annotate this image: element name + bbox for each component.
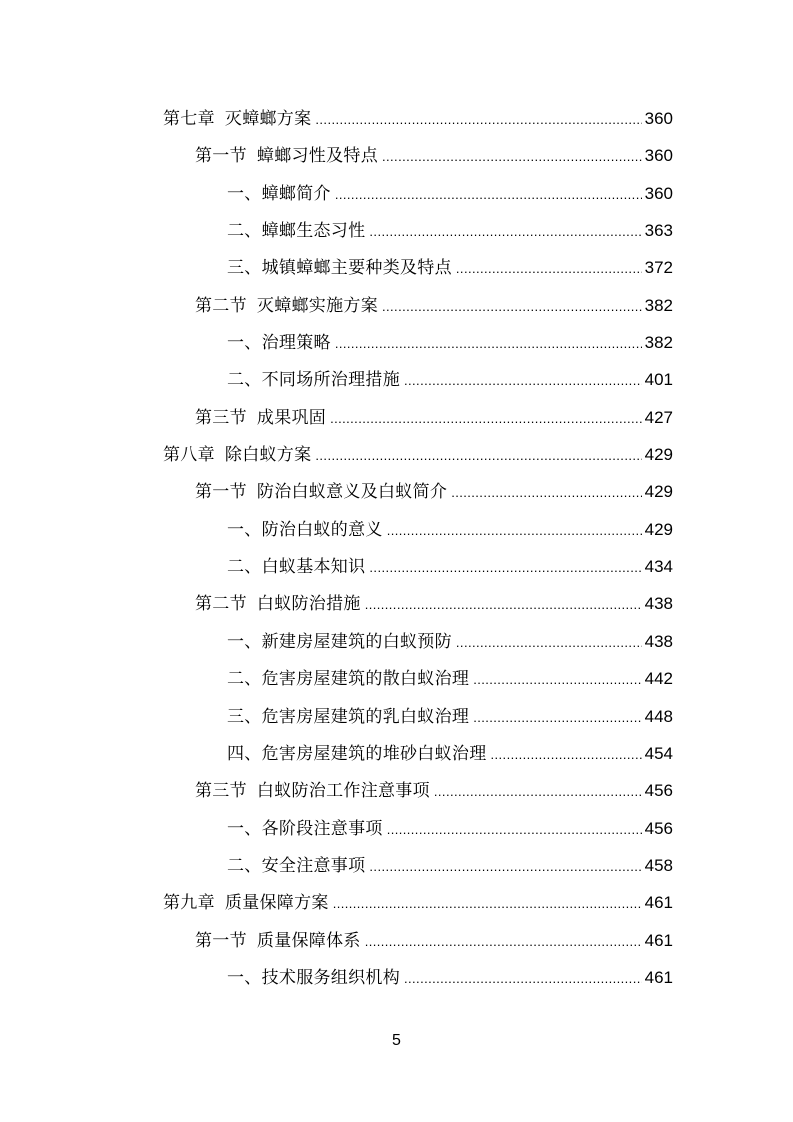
toc-entry-page: 363 xyxy=(644,221,673,241)
toc-dot-leader xyxy=(456,624,642,661)
toc-entry[interactable] xyxy=(163,100,673,137)
toc-entry-page: 427 xyxy=(644,407,673,427)
toc-dot-leader xyxy=(491,736,642,773)
toc-entry-label xyxy=(195,400,326,437)
toc-entry-title: 危害房屋建筑的乳白蚁治理 xyxy=(261,706,470,727)
toc-entry-prefix: 第一节 xyxy=(195,146,247,167)
toc-entry-page: 458 xyxy=(644,855,673,875)
toc-dot-leader xyxy=(434,773,642,810)
toc-entry-label xyxy=(195,923,361,960)
toc-dot-leader xyxy=(335,176,642,213)
toc-entry-page: 438 xyxy=(644,594,673,614)
toc-entry-title: 灭蟑螂方案 xyxy=(224,109,312,129)
toc-entry-title: 灭蟑螂实施方案 xyxy=(256,295,379,316)
toc-entry-title: 白蚁防治工作注意事项 xyxy=(256,781,430,802)
toc-entry[interactable] xyxy=(163,735,673,772)
toc-entry-page: 372 xyxy=(644,258,673,278)
toc-entry-page: 382 xyxy=(644,333,673,353)
toc-entry-title: 白蚁基本知识 xyxy=(261,557,366,578)
toc-entry-page: 360 xyxy=(644,183,673,203)
toc-entry-label xyxy=(227,811,383,848)
toc-entry-prefix: 第三节 xyxy=(195,781,247,802)
toc-entry[interactable] xyxy=(163,623,673,660)
toc-entry-prefix: 一、 xyxy=(227,333,262,354)
toc-entry-label xyxy=(195,586,361,623)
toc-dot-leader xyxy=(387,811,642,848)
toc-entry[interactable] xyxy=(163,436,673,473)
toc-entry-label xyxy=(227,213,365,250)
toc-entry-title: 城镇蟑螂主要种类及特点 xyxy=(261,258,452,279)
toc-dot-leader xyxy=(315,437,641,474)
toc-entry-label xyxy=(227,661,469,698)
toc-entry-label xyxy=(227,699,469,736)
toc-entry[interactable] xyxy=(163,810,673,847)
toc-entry-prefix: 二、 xyxy=(227,855,262,876)
toc-entry-label xyxy=(227,549,365,586)
toc-entry[interactable] xyxy=(163,399,673,436)
toc-entry-label xyxy=(227,960,400,997)
toc-dot-leader xyxy=(382,288,642,325)
toc-entry[interactable] xyxy=(163,660,673,697)
toc-entry-prefix: 二、 xyxy=(227,370,262,391)
toc-entry-page: 382 xyxy=(644,295,673,315)
toc-entry-title: 各阶段注意事项 xyxy=(261,818,383,839)
toc-entry-label xyxy=(227,512,383,549)
toc-entry-label xyxy=(227,624,452,661)
toc-entry-title: 成果巩固 xyxy=(256,407,327,428)
toc-entry-label xyxy=(195,138,378,175)
toc-entry-prefix: 第九章 xyxy=(163,893,215,914)
toc-entry-label xyxy=(227,250,452,287)
toc-entry[interactable] xyxy=(163,212,673,249)
toc-entry-label xyxy=(227,736,487,773)
toc-entry-prefix: 一、 xyxy=(227,183,262,204)
toc-entry-page: 456 xyxy=(644,818,673,838)
toc-entry-prefix: 三、 xyxy=(227,706,262,727)
toc-entry-prefix: 一、 xyxy=(227,519,262,540)
toc-entry-page: 434 xyxy=(644,557,673,577)
toc-entry-page: 454 xyxy=(644,743,673,763)
toc-entry-label xyxy=(195,288,378,325)
toc-entry-prefix: 第三节 xyxy=(195,407,247,428)
toc-dot-leader xyxy=(330,400,642,437)
toc-entry-page: 360 xyxy=(644,146,673,166)
toc-entry-title: 不同场所治理措施 xyxy=(261,370,401,391)
toc-entry-label xyxy=(195,773,430,810)
toc-entry-page: 448 xyxy=(644,706,673,726)
toc-entry-label xyxy=(163,885,329,922)
toc-entry-prefix: 一、 xyxy=(227,631,262,652)
toc-entry[interactable] xyxy=(163,959,673,996)
toc-dot-leader xyxy=(387,512,642,549)
toc-dot-leader xyxy=(315,101,641,138)
toc-entry-page: 429 xyxy=(644,445,673,465)
toc-entry-prefix: 第二节 xyxy=(195,594,247,615)
toc-dot-leader xyxy=(473,699,641,736)
toc-entry-prefix: 第一节 xyxy=(195,482,247,503)
toc-entry-label xyxy=(163,101,311,138)
toc-entry-title: 白蚁防治措施 xyxy=(256,594,361,615)
toc-entry-title: 质量保障体系 xyxy=(256,930,361,951)
toc-entry-prefix: 第八章 xyxy=(163,445,215,466)
toc-entry-title: 除白蚁方案 xyxy=(224,445,312,466)
toc-entry[interactable] xyxy=(163,585,673,622)
toc-entry-prefix: 一、 xyxy=(227,967,262,988)
toc-dot-leader xyxy=(365,923,642,960)
toc-entry-prefix: 三、 xyxy=(227,258,262,279)
toc-entry-label xyxy=(227,848,365,885)
toc-entry-page: 456 xyxy=(644,781,673,801)
toc-entry[interactable] xyxy=(163,698,673,735)
toc-entry[interactable] xyxy=(163,473,673,510)
toc-dot-leader xyxy=(369,549,641,586)
toc-entry-prefix: 二、 xyxy=(227,557,262,578)
toc-entry-prefix: 二、 xyxy=(227,669,262,690)
toc-dot-leader xyxy=(473,661,641,698)
toc-dot-leader xyxy=(404,960,642,997)
toc-dot-leader xyxy=(369,848,641,885)
toc-entry-prefix: 第七章 xyxy=(163,109,215,129)
toc-entry-title: 危害房屋建筑的堆砂白蚁治理 xyxy=(261,743,487,764)
toc-entry-page: 401 xyxy=(644,370,673,390)
toc-entry-page: 442 xyxy=(644,669,673,689)
toc-entry[interactable] xyxy=(163,922,673,959)
toc-entry[interactable] xyxy=(163,175,673,212)
toc-entry-title: 防治白蚁的意义 xyxy=(261,519,383,540)
toc-entry-page: 461 xyxy=(644,893,673,913)
toc-entry-title: 蟑螂习性及特点 xyxy=(256,146,379,167)
toc-entry[interactable] xyxy=(163,287,673,324)
toc-entry-prefix: 第一节 xyxy=(195,930,247,951)
toc-entry-page: 360 xyxy=(644,109,673,128)
toc-entry-title: 技术服务组织机构 xyxy=(261,967,401,988)
toc-entry-prefix: 第二节 xyxy=(195,295,247,316)
toc-entry-title: 安全注意事项 xyxy=(261,855,366,876)
toc-entry[interactable] xyxy=(163,884,673,921)
toc-entry-label xyxy=(227,325,331,362)
toc-entry[interactable] xyxy=(163,772,673,809)
toc-entry-label xyxy=(163,437,311,474)
toc-entry-title: 防治白蚁意义及白蚁简介 xyxy=(256,482,448,503)
toc-entry-page: 429 xyxy=(644,519,673,539)
toc-entry[interactable] xyxy=(163,324,673,361)
toc-entry[interactable] xyxy=(163,137,673,174)
toc-entry-page: 461 xyxy=(644,930,673,950)
toc-entry[interactable] xyxy=(163,249,673,286)
toc-dot-leader xyxy=(333,885,642,922)
table-of-contents xyxy=(163,100,673,996)
toc-entry-label xyxy=(227,176,331,213)
toc-entry-title: 蟑螂简介 xyxy=(261,183,331,204)
toc-entry-title: 治理策略 xyxy=(261,333,331,354)
toc-entry-title: 危害房屋建筑的散白蚁治理 xyxy=(261,669,470,690)
toc-entry-page: 438 xyxy=(644,631,673,651)
toc-entry[interactable] xyxy=(163,361,673,398)
toc-dot-leader xyxy=(404,362,642,399)
toc-dot-leader xyxy=(382,138,642,175)
toc-entry-page: 429 xyxy=(644,482,673,502)
toc-dot-leader xyxy=(456,250,642,287)
toc-entry[interactable] xyxy=(163,548,673,585)
toc-dot-leader xyxy=(365,586,642,623)
toc-entry-prefix: 四、 xyxy=(227,743,262,764)
page-number: 5 xyxy=(392,1032,401,1049)
toc-entry[interactable] xyxy=(163,847,673,884)
toc-dot-leader xyxy=(451,474,641,511)
toc-entry-title: 蟑螂生态习性 xyxy=(261,221,366,242)
toc-entry-title: 新建房屋建筑的白蚁预防 xyxy=(261,631,452,652)
toc-entry-page: 461 xyxy=(644,967,673,987)
toc-entry[interactable] xyxy=(163,511,673,548)
toc-dot-leader xyxy=(369,213,641,250)
toc-entry-label xyxy=(195,474,447,511)
toc-entry-label xyxy=(227,362,400,399)
toc-dot-leader xyxy=(335,325,642,362)
toc-entry-prefix: 一、 xyxy=(227,818,262,839)
toc-entry-title: 质量保障方案 xyxy=(224,893,329,914)
toc-entry-prefix: 二、 xyxy=(227,221,262,242)
